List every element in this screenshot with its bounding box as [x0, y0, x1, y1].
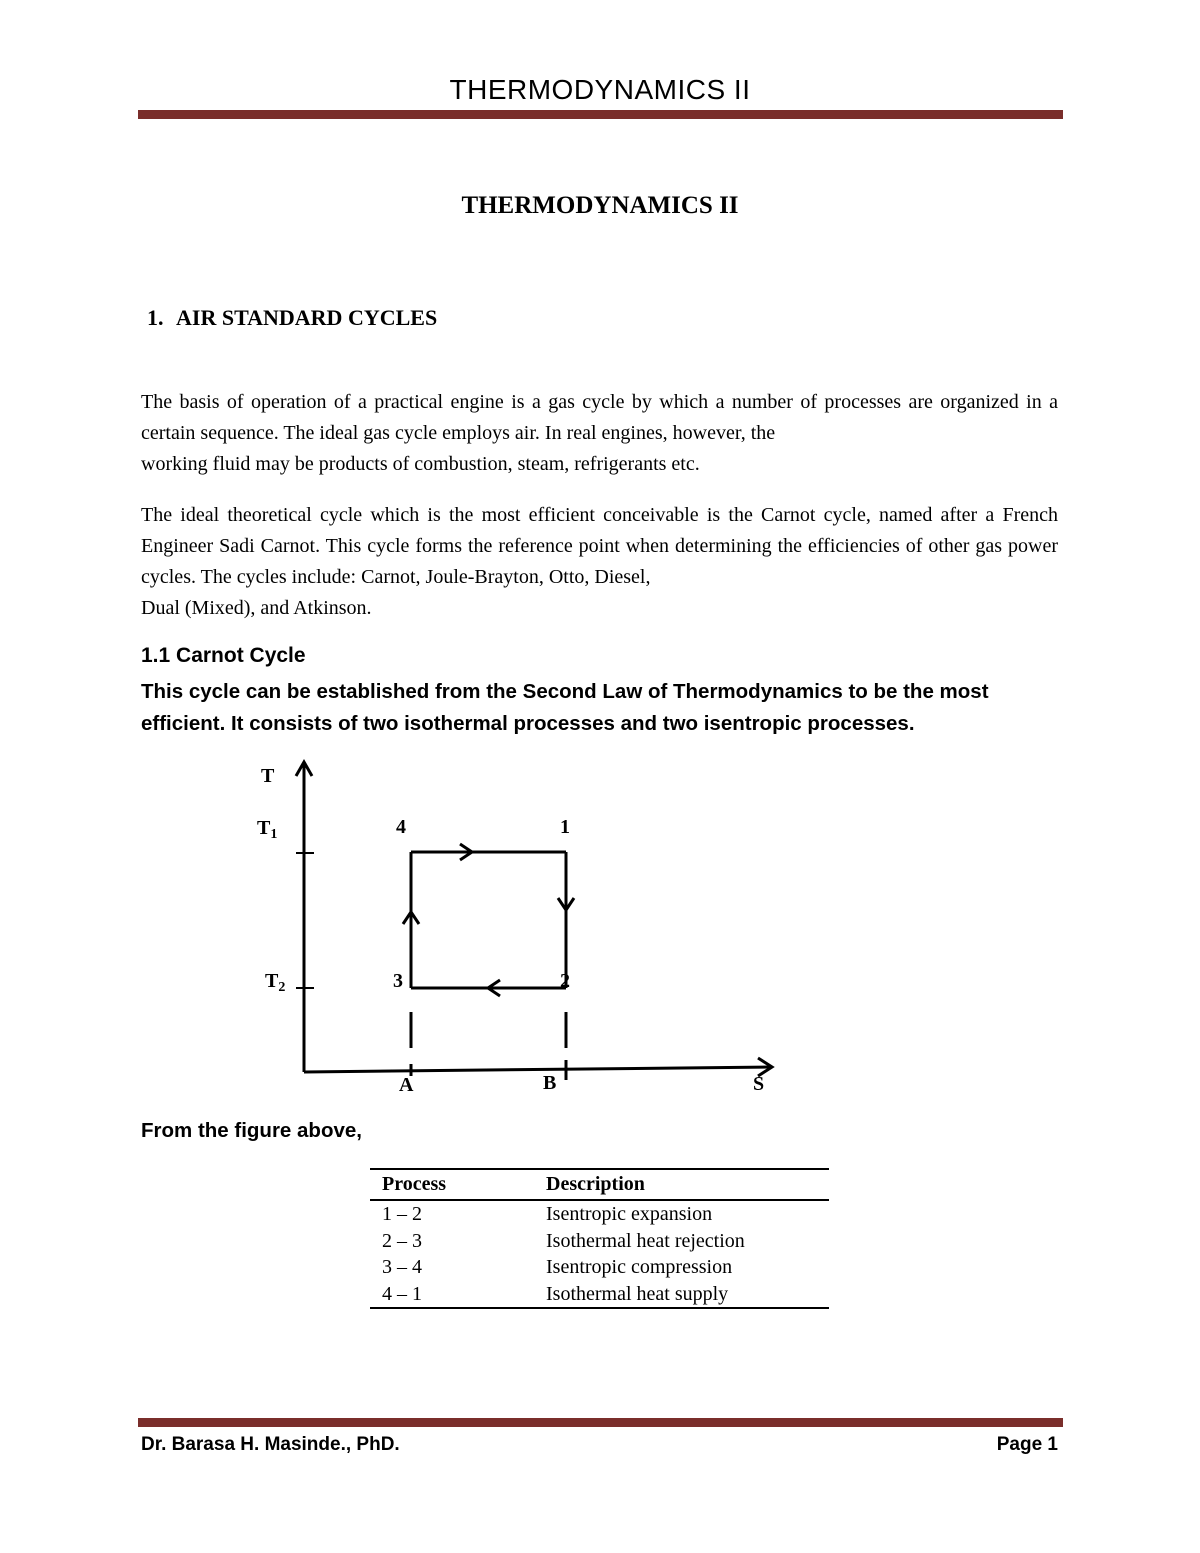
x-axis-label: S	[753, 1073, 765, 1095]
entropy-axis	[304, 1067, 770, 1072]
t2-label	[265, 970, 285, 995]
table-header-description: Description	[534, 1169, 829, 1200]
subsection-intro-text: This cycle can be established from the Second Law of Thermodynamics to be the most	[141, 680, 989, 703]
entropy-b-label: B	[543, 1072, 557, 1094]
paragraph-basis	[141, 387, 1058, 480]
paragraph-carnot-last-line: Dual (Mixed), and Atkinson.	[141, 597, 372, 619]
page-number: Page 1	[996, 1434, 1058, 1455]
description-cell: Isentropic compression	[546, 1256, 733, 1278]
paragraph-carnot-text: The ideal theoretical cycle which is the most efficient conceivable is the Carnot cycle, named after a French Engineer Sadi Carnot. This cycle forms the reference point when determining the efficiencies of other gas power cycles. The cycles include: Carnot, Joule-Brayton, Otto, Diesel,	[141, 504, 1058, 588]
process-cell: 2 – 3	[382, 1229, 422, 1252]
subsection-heading: 1.1 Carnot Cycle	[141, 644, 306, 667]
section-heading: AIR STANDARD CYCLES	[176, 305, 438, 330]
paragraph-basis-last-line: working fluid may be products of combustion, steam, refrigerants etc.	[141, 453, 700, 475]
state-2-label: 2	[560, 970, 570, 992]
entropy-a-label: A	[399, 1074, 414, 1096]
process-table	[370, 1168, 829, 1309]
carnot-ts-diagram	[240, 750, 800, 1100]
header-rule	[138, 110, 1063, 119]
paragraph-carnot	[141, 500, 1058, 624]
table-row	[370, 1200, 829, 1228]
footer-author: Dr. Barasa H. Masinde., PhD.	[141, 1434, 400, 1455]
subsection-intro-last-line: efficient. It consists of two isothermal processes and two isentropic processes.	[141, 712, 915, 735]
t1-label-main: T	[257, 817, 271, 839]
t1-label	[257, 817, 277, 842]
y-axis-label: T	[261, 765, 275, 787]
t1-label-sub: 1	[270, 827, 278, 842]
description-cell: Isothermal heat rejection	[546, 1229, 745, 1252]
subsection-intro	[141, 676, 1058, 740]
table-row	[370, 1254, 829, 1281]
t2-label-main: T	[265, 970, 279, 992]
t2-label-sub: 2	[278, 980, 286, 995]
paragraph-basis-text: The basis of operation of a practical engine is a gas cycle by which a number of processes are organized in a certain sequence. The ideal gas cycle employs air. In real engines, however, the	[141, 391, 1058, 444]
table-header-process: Process	[370, 1169, 534, 1200]
state-3-label: 3	[393, 970, 403, 992]
state-1-label: 1	[560, 816, 570, 838]
description-cell: Isentropic expansion	[546, 1203, 713, 1225]
process-cell: 4 – 1	[370, 1281, 534, 1309]
document-title: THERMODYNAMICS II	[461, 192, 739, 219]
table-header-row	[370, 1169, 829, 1200]
process-cell: 3 – 4	[382, 1256, 422, 1278]
description-cell: Isothermal heat supply	[534, 1281, 829, 1309]
process-cell: 1 – 2	[382, 1203, 422, 1225]
running-header: THERMODYNAMICS II	[449, 74, 751, 105]
table-row	[370, 1228, 829, 1255]
footer-rule	[138, 1418, 1063, 1427]
figure-reference-text: From the figure above,	[141, 1119, 362, 1142]
table-row	[370, 1281, 829, 1309]
state-4-label: 4	[396, 816, 406, 838]
section-number: 1.	[147, 305, 164, 330]
